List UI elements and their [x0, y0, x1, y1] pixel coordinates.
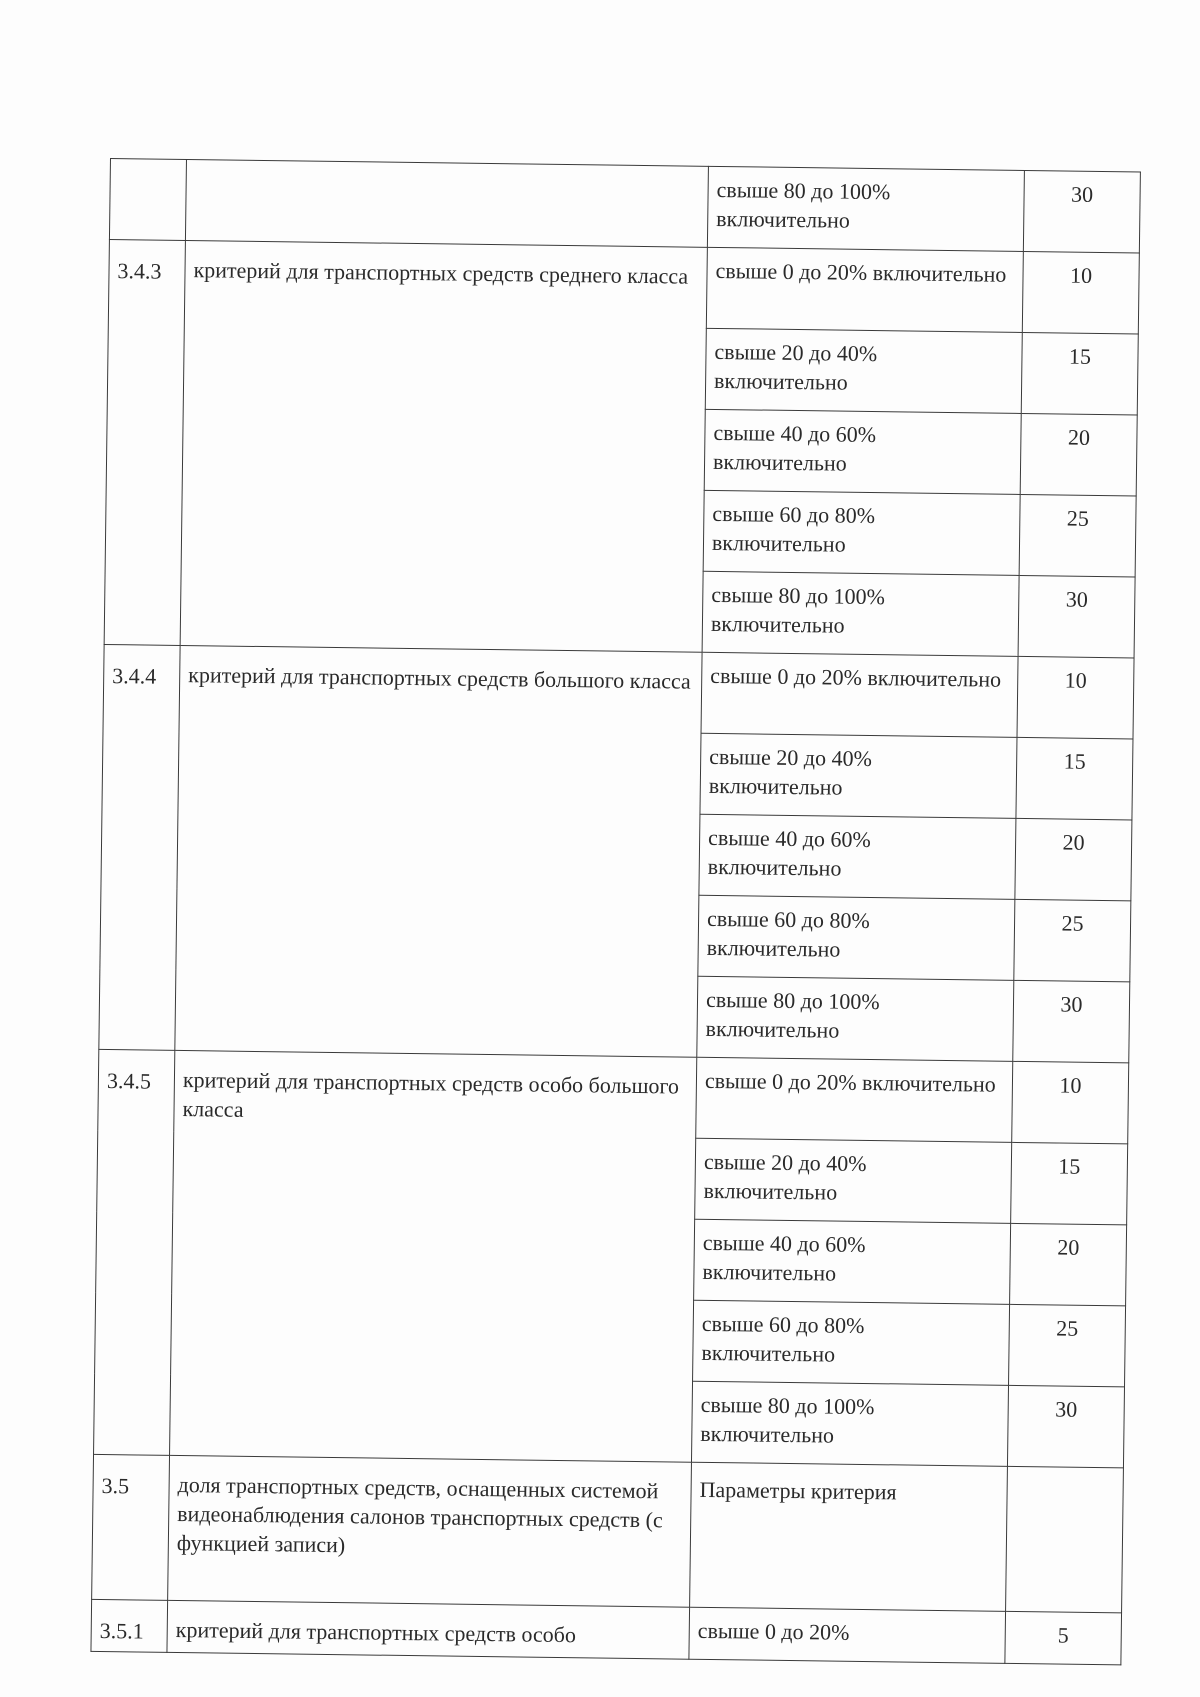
- score-cell: 25: [1014, 899, 1131, 982]
- param-cell: свыше 40 до 60% включительно: [704, 409, 1021, 494]
- param-cell: Параметры критерия: [690, 1462, 1008, 1611]
- score-cell: 30: [1018, 575, 1135, 658]
- param-cell: свыше 0 до 20% включительно: [701, 652, 1018, 737]
- param-cell: свыше 60 до 80% включительно: [703, 490, 1020, 575]
- param-cell: свыше 20 до 40% включительно: [705, 328, 1022, 413]
- score-cell: 30: [1007, 1385, 1124, 1468]
- num-cell: 3.4.3: [104, 239, 185, 645]
- score-cell: [1006, 1466, 1124, 1613]
- param-cell: свыше 80 до 100% включительно: [697, 976, 1014, 1061]
- param-cell: свыше 80 до 100% включительно: [707, 166, 1024, 251]
- score-cell: 10: [1017, 656, 1134, 739]
- table-row: [98, 1049, 1129, 1143]
- num-cell: 3.5.1: [91, 1599, 168, 1652]
- table-row: [108, 239, 1139, 333]
- score-cell: 5: [1005, 1611, 1122, 1665]
- param-cell: свыше 0 до 20% включительно: [696, 1057, 1013, 1142]
- num-cell: 3.4.4: [99, 644, 180, 1050]
- score-cell: 20: [1020, 413, 1137, 496]
- table-row: [103, 644, 1134, 738]
- score-cell: 25: [1019, 494, 1136, 577]
- table-row: [109, 159, 1140, 253]
- score-cell: 15: [1016, 737, 1133, 820]
- score-cell: 15: [1011, 1142, 1128, 1225]
- param-cell: свыше 20 до 40% включительно: [700, 733, 1017, 818]
- name-cell: критерий для транспортных средств среднего класса: [180, 240, 707, 652]
- param-cell: свыше 60 до 80% включительно: [698, 895, 1015, 980]
- param-cell: свыше 0 до 20%: [689, 1607, 1006, 1663]
- table-row: [92, 1454, 1124, 1612]
- name-cell: критерий для транспортных средств большого класса: [175, 645, 702, 1057]
- score-cell: 20: [1010, 1223, 1127, 1306]
- param-cell: свыше 80 до 100% включительно: [691, 1381, 1008, 1466]
- score-cell: 15: [1021, 332, 1138, 415]
- score-cell: 30: [1023, 170, 1140, 253]
- num-cell: [109, 159, 186, 241]
- name-cell: [185, 160, 708, 248]
- param-cell: свыше 20 до 40% включительно: [695, 1138, 1012, 1223]
- param-cell: свыше 0 до 20% включительно: [706, 247, 1023, 332]
- param-cell: свыше 40 до 60% включительно: [699, 814, 1016, 899]
- num-cell: 3.5: [92, 1454, 170, 1600]
- criteria-table: [90, 158, 1140, 1665]
- score-cell: 25: [1009, 1304, 1126, 1387]
- param-cell: свыше 80 до 100% включительно: [702, 571, 1019, 656]
- score-cell: 10: [1022, 251, 1139, 334]
- param-cell: свыше 60 до 80% включительно: [693, 1300, 1010, 1385]
- score-cell: 10: [1012, 1061, 1129, 1144]
- name-cell: доля транспортных средств, оснащенных системой видеонаблюдения салонов транспортных средств (с функцией записи): [168, 1455, 692, 1607]
- score-cell: 20: [1015, 818, 1132, 901]
- num-cell: 3.4.5: [94, 1049, 175, 1455]
- name-cell: критерий для транспортных средств особо большого класса: [170, 1050, 697, 1462]
- score-cell: 30: [1013, 980, 1130, 1063]
- param-cell: свыше 40 до 60% включительно: [694, 1219, 1011, 1304]
- name-cell: критерий для транспортных средств особо: [167, 1600, 690, 1659]
